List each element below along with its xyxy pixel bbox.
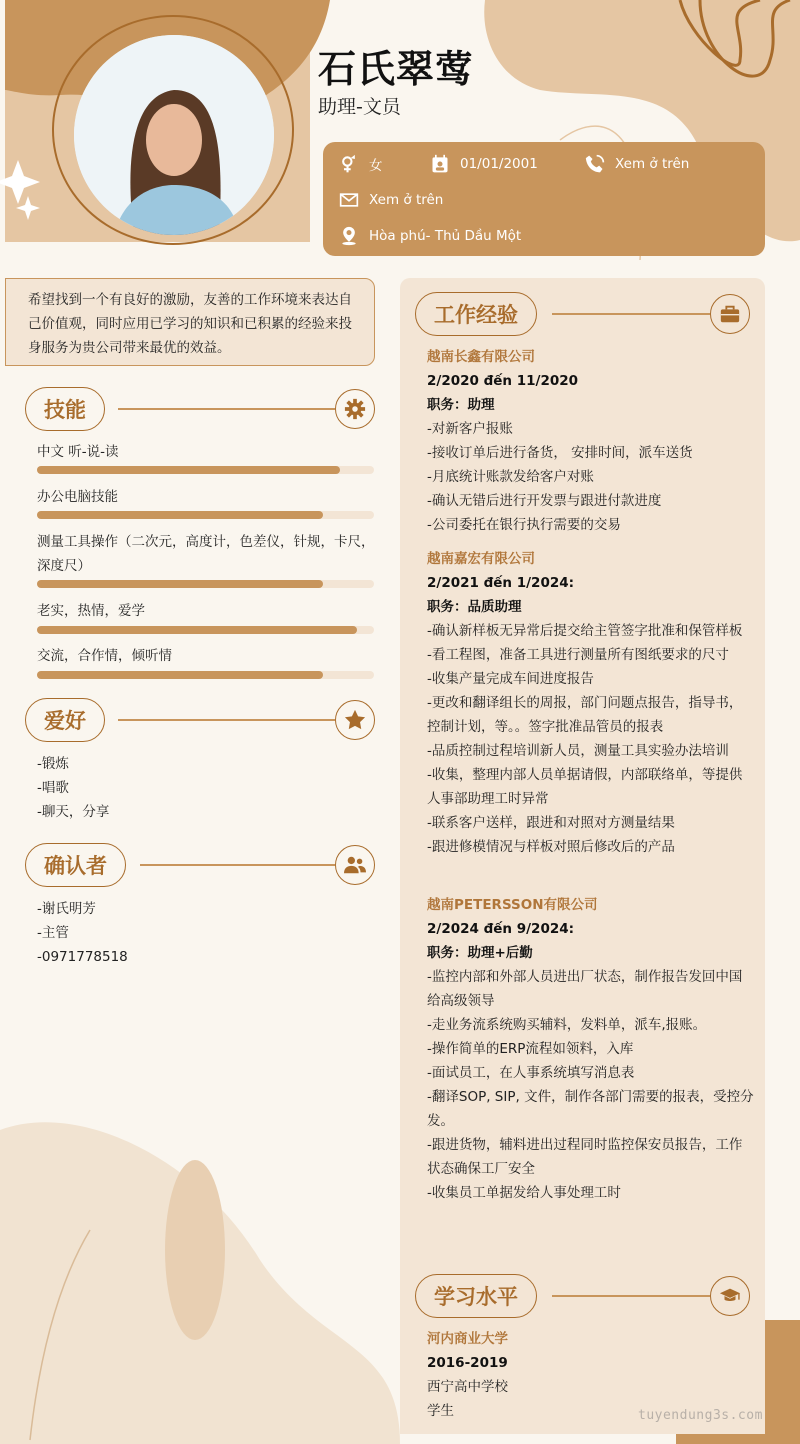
job-period: 2/2020 đến 11/2020: [427, 373, 579, 389]
hobby-item: -唱歌: [37, 780, 69, 796]
address-item: [339, 224, 521, 248]
profile-photo: [74, 35, 274, 235]
job-duty: -收集员工单据发给人事处理工时: [427, 1185, 621, 1201]
experience-header: [415, 292, 752, 336]
references-header: [25, 843, 377, 887]
candidate-name: 石氏翠莺: [318, 47, 475, 91]
reference-item: -谢氏明芳: [37, 901, 96, 917]
skills-title: 技能: [25, 387, 105, 431]
school-name: 河内商业大学: [427, 1331, 508, 1347]
reference-item: -0971778518: [37, 949, 128, 965]
job-duty: -收集，整理内部人员单据请假，内部联络单，等提供人事部助理工时异常: [427, 767, 743, 807]
job-duty: -跟进修模情况与样板对照后修改后的产品: [427, 839, 675, 855]
phone-item: [585, 152, 689, 176]
education-period: 2016-2019: [427, 1355, 508, 1371]
gender-item: [339, 152, 383, 176]
hobby-item: -锻炼: [37, 756, 69, 772]
skill-bar: [37, 580, 374, 588]
email-value: Xem ở trên: [369, 192, 444, 208]
skill-bar-fill: [37, 511, 323, 519]
references-list: [37, 897, 128, 969]
envelope-icon: [339, 190, 359, 210]
email-item: [339, 188, 443, 212]
phone-icon: [585, 154, 605, 174]
skill-bar: [37, 671, 374, 679]
hobbies-header: [25, 698, 377, 742]
skill-label: 办公电脑技能: [37, 489, 118, 505]
briefcase-icon: [710, 294, 750, 334]
watermark: tuyendung3s.com: [638, 1408, 763, 1423]
job-period: 2/2024 đến 9/2024:: [427, 921, 575, 937]
hobbies-list: [37, 752, 109, 824]
job-role: 职务：品质助理: [427, 599, 522, 615]
birthday-value: 01/01/2001: [460, 156, 538, 172]
job-duty: -对新客户报账: [427, 421, 513, 437]
job-duty: -更改和翻译组长的周报，部门问题点报告，指导书，控制计划，等。。签字批准品管员的报表: [427, 695, 743, 735]
skill-bar: [37, 626, 374, 634]
company-name: 越南嘉宏有限公司: [427, 551, 535, 567]
graduation-cap-icon: [710, 1276, 750, 1316]
skill-bar-fill: [37, 626, 357, 634]
job-duty: -翻译SOP, SIP, 文件，制作各部门需要的报表，受控分发。: [427, 1089, 754, 1129]
skill-label: 老实，热情，爱学: [37, 603, 145, 619]
experience-title: 工作经验: [415, 292, 537, 336]
skill-label: 测量工具操作（二次元，高度计，色差仪，针规，卡尺，深度尺）: [37, 534, 375, 574]
career-objective: 希望找到一个有良好的激励，友善的工作环境来表达自己价值观，同时应用已学习的知识和已积累的经验来投身服务为贵公司带来最优的效益。: [5, 278, 375, 366]
job-role: 职务：助理+后勤: [427, 945, 533, 961]
skills-header: [25, 387, 377, 431]
education-title: 学习水平: [415, 1274, 537, 1318]
job-duty: -品质控制过程培训新人员，测量工具实验办法培训: [427, 743, 729, 759]
star-icon: [335, 700, 375, 740]
education-header: [415, 1274, 752, 1318]
company-name: 越南长鑫有限公司: [427, 349, 535, 365]
job-entry: [427, 893, 755, 1205]
job-duty: -确认新样板无异常后提交给主管签字批准和保管样板: [427, 623, 743, 639]
job-entry: [427, 547, 755, 859]
phone-value: Xem ở trên: [615, 156, 690, 172]
job-period: 2/2021 đến 1/2024:: [427, 575, 575, 591]
job-entry: [427, 345, 755, 537]
hobby-item: -聊天，分享: [37, 804, 110, 820]
job-duty: -操作简单的ERP流程如领料，入库: [427, 1041, 634, 1057]
experience-list: [427, 345, 755, 1215]
reference-item: -主管: [37, 925, 69, 941]
skill-bar-fill: [37, 580, 323, 588]
skill-bar-fill: [37, 466, 340, 474]
skill-label: 交流，合作情，倾听情: [37, 648, 172, 664]
education-line: 学生: [427, 1403, 454, 1419]
calendar-icon: [430, 154, 450, 174]
skill-label: 中文 听-说-读: [37, 444, 119, 460]
gear-icon: [335, 389, 375, 429]
skill-bar-fill: [37, 671, 323, 679]
hobbies-title: 爱好: [25, 698, 105, 742]
job-duty: -监控内部和外部人员进出厂状态，制作报告发回中国给高级领导: [427, 969, 743, 1009]
job-duty: -公司委托在银行执行需要的交易: [427, 517, 621, 533]
address-value: Hòa phú- Thủ Dầu Một: [369, 228, 522, 244]
contact-info-box: [323, 142, 765, 256]
gender-icon: [339, 154, 359, 174]
job-duty: -面试员工，在人事系统填写消息表: [427, 1065, 635, 1081]
job-duty: -看工程图，准备工具进行测量所有图纸要求的尺寸: [427, 647, 729, 663]
job-duty: -接收订单后进行备货， 安排时间，派车送货: [427, 445, 693, 461]
users-icon: [335, 845, 375, 885]
job-duty: -走业务流系统购买辅料，发料单，派车,报账。: [427, 1017, 707, 1033]
education-line: 西宁高中学校: [427, 1379, 508, 1395]
job-role: 职务：助理: [427, 397, 495, 413]
candidate-position: 助理-文员: [318, 96, 401, 118]
gender-value: 女: [369, 158, 383, 174]
references-title: 确认者: [25, 843, 126, 887]
skill-bar: [37, 511, 374, 519]
skill-bar: [37, 466, 374, 474]
job-duty: -跟进货物，辅料进出过程同时监控保安员报告，工作状态确保工厂安全: [427, 1137, 743, 1177]
birthday-item: [430, 152, 538, 176]
company-name: 越南PETERSSON有限公司: [427, 897, 598, 913]
location-pin-icon: [339, 226, 359, 246]
job-duty: -收集产量完成车间进度报告: [427, 671, 594, 687]
job-duty: -月底统计账款发给客户对账: [427, 469, 594, 485]
job-duty: -确认无错后进行开发票与跟进付款进度: [427, 493, 662, 509]
job-duty: -联系客户送样，跟进和对照对方测量结果: [427, 815, 675, 831]
